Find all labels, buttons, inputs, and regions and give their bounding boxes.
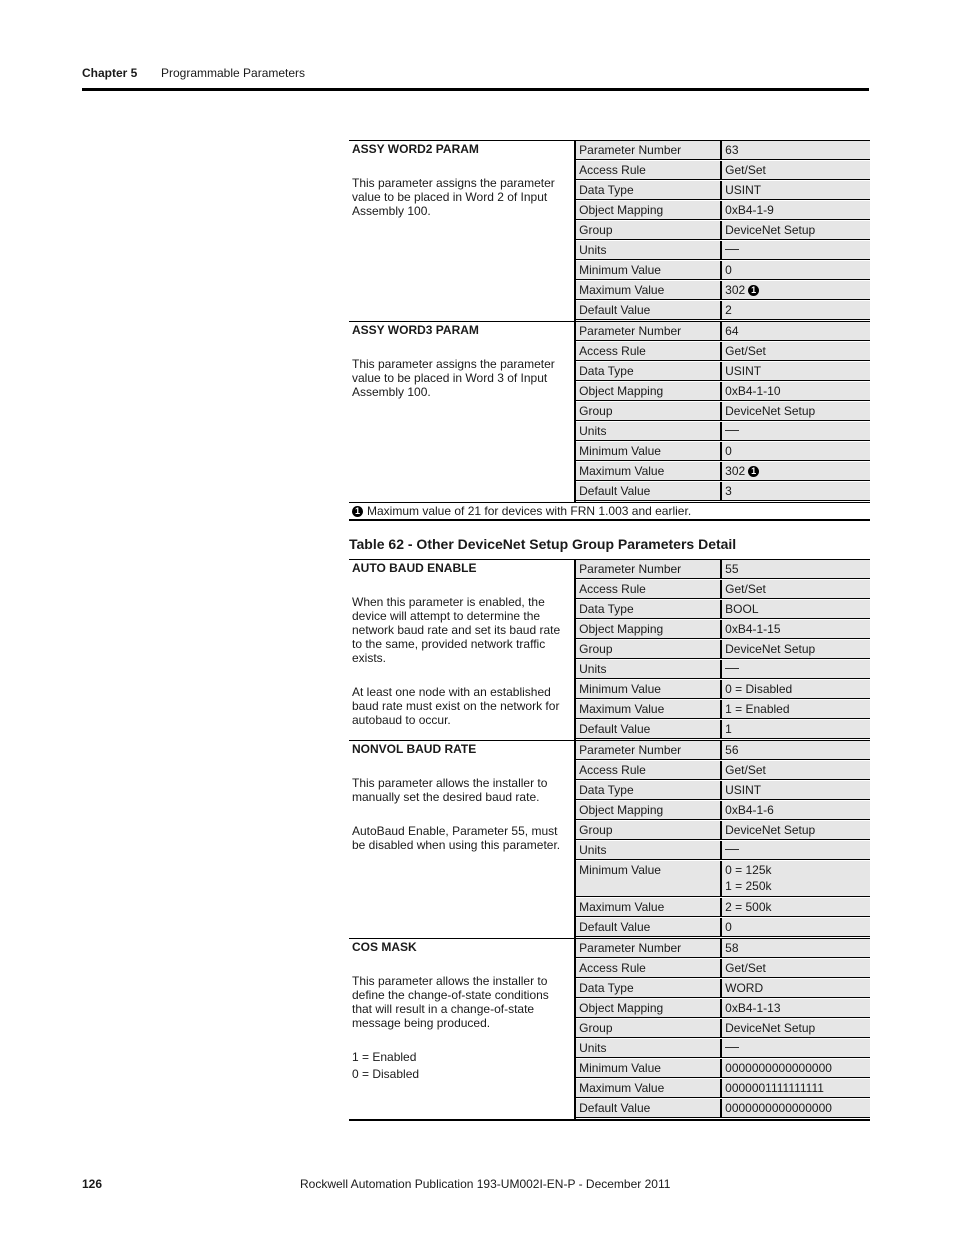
max-value-text: 302: [725, 283, 746, 297]
label-default-value: Default Value: [576, 1099, 722, 1118]
param-block-cos-mask: [349, 938, 870, 1119]
value-default-value: 2: [722, 301, 870, 320]
footnote-marker-icon: 1: [748, 466, 759, 477]
label-group: Group: [576, 402, 722, 421]
value-default-value: 1: [722, 720, 870, 739]
param-properties: [574, 141, 870, 321]
value-default-value: 0000000000000000: [722, 1099, 870, 1118]
label-object-mapping: Object Mapping: [576, 201, 722, 220]
label-maximum-value: Maximum Value: [576, 462, 722, 481]
value-default-value: 3: [722, 482, 870, 501]
header-rule: [82, 88, 869, 91]
label-access-rule: Access Rule: [576, 342, 722, 361]
param-block-auto-baud-enable: [349, 559, 870, 740]
value-parameter-number: 63: [722, 141, 870, 160]
label-data-type: Data Type: [576, 362, 722, 381]
value-units: [722, 422, 870, 441]
value-maximum-value: 2 = 500k: [722, 898, 870, 917]
param-properties: [574, 939, 870, 1119]
param-description: When this parameter is enabled, the device will attempt to determine the network baud rate and set its baud rate to the same, provided network traffic exists.: [352, 595, 561, 665]
label-parameter-number: Parameter Number: [576, 322, 722, 341]
value-group: DeviceNet Setup: [722, 640, 870, 659]
label-object-mapping: Object Mapping: [576, 801, 722, 820]
label-minimum-value: Minimum Value: [576, 680, 722, 699]
param-description-enabled: 1 = Enabled: [352, 1050, 417, 1064]
value-maximum-value: 0000001111111111: [722, 1079, 870, 1098]
value-object-mapping: 0xB4-1-9: [722, 201, 870, 220]
label-object-mapping: Object Mapping: [576, 620, 722, 639]
value-data-type: WORD: [722, 979, 870, 998]
param-name: ASSY WORD3 PARAM: [352, 323, 479, 337]
dash-icon: [725, 1047, 739, 1048]
label-access-rule: Access Rule: [576, 959, 722, 978]
value-maximum-value: [722, 462, 870, 481]
param-properties: [574, 322, 870, 502]
label-maximum-value: Maximum Value: [576, 1079, 722, 1098]
dash-icon: [725, 249, 739, 250]
label-minimum-value: Minimum Value: [576, 1059, 722, 1078]
value-object-mapping: 0xB4-1-6: [722, 801, 870, 820]
label-access-rule: Access Rule: [576, 580, 722, 599]
min-value-line-1: 0 = 125k: [725, 863, 772, 877]
label-units: Units: [576, 422, 722, 441]
label-object-mapping: Object Mapping: [576, 382, 722, 401]
param-name: NONVOL BAUD RATE: [352, 742, 477, 756]
param-description: This parameter assigns the parameter value to be placed in Word 3 of Input Assembly 100.: [352, 357, 555, 399]
table-caption: Table 62 - Other DeviceNet Setup Group Parameters Detail: [349, 536, 737, 552]
value-object-mapping: 0xB4-1-10: [722, 382, 870, 401]
footnote-marker-icon: 1: [352, 506, 363, 517]
label-maximum-value: Maximum Value: [576, 898, 722, 917]
param-name: AUTO BAUD ENABLE: [352, 561, 477, 575]
param-description-disabled: 0 = Disabled: [352, 1067, 420, 1081]
label-minimum-value: Minimum Value: [576, 861, 722, 897]
value-minimum-value: [722, 861, 870, 897]
value-default-value: 0: [722, 918, 870, 937]
param-description-note: AutoBaud Enable, Parameter 55, must be disabled when using this parameter.: [352, 824, 561, 852]
value-units: [722, 660, 870, 679]
label-data-type: Data Type: [576, 600, 722, 619]
label-access-rule: Access Rule: [576, 761, 722, 780]
min-value-line-2: 1 = 250k: [725, 879, 772, 893]
value-group: DeviceNet Setup: [722, 221, 870, 240]
label-object-mapping: Object Mapping: [576, 999, 722, 1018]
value-minimum-value: 0 = Disabled: [722, 680, 870, 699]
value-object-mapping: 0xB4-1-13: [722, 999, 870, 1018]
max-value-text: 302: [725, 464, 746, 478]
value-data-type: USINT: [722, 181, 870, 200]
param-description-note: At least one node with an established baud rate must exist on the network for autobaud to occur.: [352, 685, 560, 727]
value-units: [722, 841, 870, 860]
label-default-value: Default Value: [576, 301, 722, 320]
value-parameter-number: 58: [722, 939, 870, 958]
footnote-text: Maximum value of 21 for devices with FRN 1.003 and earlier.: [367, 504, 692, 518]
table-bottom-rule: [349, 1119, 870, 1121]
label-parameter-number: Parameter Number: [576, 741, 722, 760]
label-default-value: Default Value: [576, 720, 722, 739]
value-group: DeviceNet Setup: [722, 1019, 870, 1038]
footnote-marker-icon: 1: [748, 285, 759, 296]
chapter-label: Chapter 5: [82, 66, 138, 80]
value-access-rule: Get/Set: [722, 161, 870, 180]
label-minimum-value: Minimum Value: [576, 442, 722, 461]
value-parameter-number: 55: [722, 560, 870, 579]
table-footnote: [349, 502, 870, 521]
parameter-table-1: [349, 140, 870, 521]
label-group: Group: [576, 221, 722, 240]
dash-icon: [725, 849, 739, 850]
parameter-table-2: [349, 559, 870, 1121]
param-block-assy-word2: [349, 140, 870, 321]
value-data-type: BOOL: [722, 600, 870, 619]
label-units: Units: [576, 660, 722, 679]
label-data-type: Data Type: [576, 181, 722, 200]
label-maximum-value: Maximum Value: [576, 281, 722, 300]
label-default-value: Default Value: [576, 482, 722, 501]
param-block-nonvol-baud-rate: [349, 740, 870, 938]
param-block-assy-word3: [349, 321, 870, 502]
page-number: 126: [82, 1177, 103, 1191]
label-default-value: Default Value: [576, 918, 722, 937]
label-units: Units: [576, 841, 722, 860]
param-properties: [574, 560, 870, 740]
value-units: [722, 241, 870, 260]
value-parameter-number: 64: [722, 322, 870, 341]
param-name: ASSY WORD2 PARAM: [352, 142, 479, 156]
value-units: [722, 1039, 870, 1058]
value-maximum-value: [722, 281, 870, 300]
value-minimum-value: 0: [722, 442, 870, 461]
label-group: Group: [576, 821, 722, 840]
param-description: This parameter allows the installer to define the change-of-state conditions that will result in a change-of-state message being produced.: [352, 974, 549, 1030]
value-group: DeviceNet Setup: [722, 402, 870, 421]
label-data-type: Data Type: [576, 781, 722, 800]
value-object-mapping: 0xB4-1-15: [722, 620, 870, 639]
label-units: Units: [576, 1039, 722, 1058]
value-access-rule: Get/Set: [722, 580, 870, 599]
value-data-type: USINT: [722, 781, 870, 800]
param-description-cell: [349, 141, 574, 321]
value-minimum-value: 0: [722, 261, 870, 280]
param-name: COS MASK: [352, 940, 417, 954]
chapter-title: Programmable Parameters: [161, 66, 306, 80]
value-parameter-number: 56: [722, 741, 870, 760]
label-units: Units: [576, 241, 722, 260]
value-data-type: USINT: [722, 362, 870, 381]
label-group: Group: [576, 640, 722, 659]
param-description-cell: [349, 560, 574, 740]
value-access-rule: Get/Set: [722, 342, 870, 361]
param-description-cell: [349, 939, 574, 1119]
param-description-cell: [349, 741, 574, 938]
param-description-cell: [349, 322, 574, 502]
label-parameter-number: Parameter Number: [576, 939, 722, 958]
dash-icon: [725, 668, 739, 669]
param-properties: [574, 741, 870, 938]
dash-icon: [725, 430, 739, 431]
label-group: Group: [576, 1019, 722, 1038]
label-parameter-number: Parameter Number: [576, 560, 722, 579]
value-access-rule: Get/Set: [722, 761, 870, 780]
label-access-rule: Access Rule: [576, 161, 722, 180]
value-group: DeviceNet Setup: [722, 821, 870, 840]
publication-info: Rockwell Automation Publication 193-UM002I-EN-P - December 2011: [300, 1177, 671, 1191]
value-access-rule: Get/Set: [722, 959, 870, 978]
value-minimum-value: 0000000000000000: [722, 1059, 870, 1078]
label-minimum-value: Minimum Value: [576, 261, 722, 280]
param-description: This parameter allows the installer to manually set the desired baud rate.: [352, 776, 548, 804]
label-maximum-value: Maximum Value: [576, 700, 722, 719]
label-parameter-number: Parameter Number: [576, 141, 722, 160]
label-data-type: Data Type: [576, 979, 722, 998]
param-description: This parameter assigns the parameter value to be placed in Word 2 of Input Assembly 100.: [352, 176, 555, 218]
value-maximum-value: 1 = Enabled: [722, 700, 870, 719]
